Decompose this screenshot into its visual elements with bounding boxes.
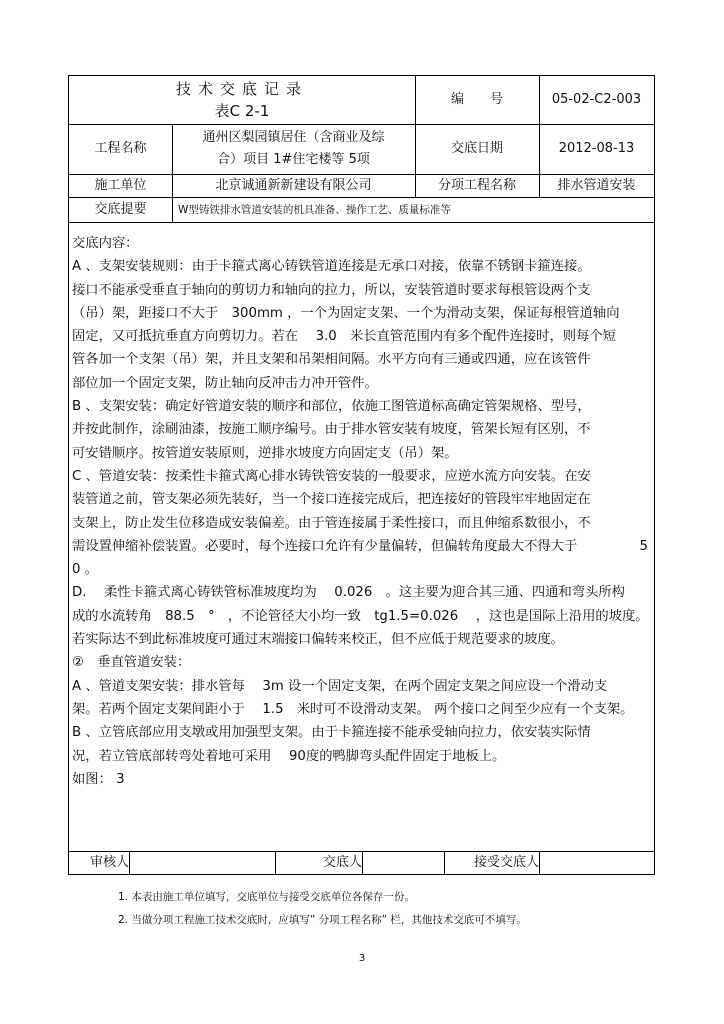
content-line: 可安错顺序。按管道安装原则，逆排水坡度方向固定支（吊）架。 <box>72 445 458 461</box>
content-line: ② 垂直管道安装： <box>72 655 191 671</box>
number-value: 05-02-C2-003 <box>551 92 642 107</box>
form-title-main: 技术交底记录 <box>175 80 308 98</box>
footnote: 2. 当做分项工程施工技术交底时，应填写” 分项工程名称” 栏，其他技术交底可不填写。 <box>118 914 527 926</box>
project-name-line1: 通州区梨园镇居住（含商业及综 <box>202 130 385 145</box>
reviewer-label: 审核人 <box>89 854 129 870</box>
summary-label: 交底提要 <box>94 201 147 217</box>
content-line: 部位加一个固定支架，防止轴向反冲击力冲开管件。 <box>72 375 378 391</box>
col-divider <box>539 851 540 874</box>
page-number: 3 <box>358 953 366 964</box>
disclosure-date-value: 2012-08-13 <box>558 141 635 156</box>
content-line: 0 。 <box>72 562 98 578</box>
content-line: 支架上，防止发生位移造成安装偏差。由于管连接属于柔性接口，而且伸缩系数很小，不 <box>72 515 591 531</box>
col-divider <box>362 851 363 874</box>
project-name-label: 工程名称 <box>94 141 147 156</box>
content-line: 固定，又可抵抗垂直方向剪切力。若在 3.0 米长直管范围内有多个配件连接时，则每个短 <box>72 329 616 345</box>
construction-unit-label: 施工单位 <box>94 177 147 193</box>
construction-unit-value: 北京诚通新新建设有限公司 <box>215 177 372 193</box>
receiver-label: 接受交底人 <box>473 854 539 870</box>
content-line: 管各加一个支架（吊）架，并且支架和吊架相间隔。水平方向有三通或四通，应在该管件 <box>72 352 591 368</box>
content-line: 成的水流转角 88.5 ° ，不论管径大小均一致 tg1.5=0.026 ，这也是国际上沿用的坡度。 <box>72 608 649 624</box>
content-line: A 、支架安装规则：由于卡箍式离心铸铁管道连接是无承口对接，依靠不锈钢卡箍连接。 <box>72 259 591 275</box>
content-line <box>72 535 648 558</box>
col-divider <box>129 851 130 874</box>
content-line-text: 需设置伸缩补偿装置。必要时，每个连接口允许有少量偏转，但偏转角度最大不得大于 <box>72 538 578 554</box>
content-line: 并按此制作，涂刷油漆，按施工顺序编号。由于排水管安装有坡度，管架长短有区别，不 <box>72 422 591 438</box>
content-line: 架。若两个固定支架间距小于 1.5 米时可不设滑动支架。 两个接口之间至少应有一个支架。 <box>72 701 634 717</box>
summary-value: W型铸铁排水管道安装的机具准备、操作工艺、质量标准等 <box>178 203 451 216</box>
content-line: B 、立管底部应用支墩或用加强型支架。由于卡箍连接不能承受轴向拉力，依安装实际情 <box>72 725 591 741</box>
content-line: D. 柔性卡箍式离心铸铁管标准坡度均为 0.026 。这主要为迎合其三通、四通和弯头所构 <box>72 585 625 601</box>
content-line-value: 5 <box>639 538 648 554</box>
sub-project-label: 分项工程名称 <box>437 177 516 193</box>
project-name-line2: 合）项目 1#住宅楼等 5项 <box>217 152 370 167</box>
content-line: C 、管道安装：按柔性卡箍式离心排水铸铁管安装的一般要求，应逆水流方向安装。在安 <box>72 468 591 484</box>
disclosure-date-label: 交底日期 <box>450 141 503 156</box>
sub-project-value: 排水管道安装 <box>557 177 636 193</box>
footnotes <box>118 886 527 932</box>
content-line: 交底内容： <box>72 236 139 251</box>
footnote: 1. 本表由施工单位填写，交底单位与接受交底单位各保存一份。 <box>118 891 415 903</box>
discloser-label: 交底人 <box>322 854 362 870</box>
form-title <box>69 76 415 124</box>
content-line: 若实际达不到此标准坡度可通过末端接口偏转来校正，但不应低于规范要求的坡度。 <box>72 632 564 648</box>
project-name-value <box>172 124 415 174</box>
content-line: 装管道之前，管支架必须先装好，当一个接口连接完成后，把连接好的管段牢牢地固定在 <box>72 492 591 508</box>
content-line: 接口不能承受垂直于轴向的剪切力和轴向的拉力，所以，安装管道时要求每根管设两个支 <box>72 282 591 298</box>
content-line: B 、支架安装：确定好管道安装的顺序和部位，依施工图管道标高确定管架规格、型号， <box>72 399 591 415</box>
form-code: 表C 2-1 <box>214 102 270 120</box>
content-line: （吊）架，距接口不大于 300mm ，一个为固定支架、一个为滑动支架，保证每根管道轴向 <box>72 305 620 321</box>
disclosure-content <box>72 232 648 791</box>
content-line: 如图： 3 <box>72 771 125 787</box>
content-line: A 、管道支架安装：排水管每 3m 设一个固定支架，在两个固定支架之间应设一个滑动支 <box>72 678 608 694</box>
number-label: 编 号 <box>450 92 503 107</box>
content-line: 况，若立管底部转弯处着地可采用 90度的鸭脚弯头配件固定于地板上。 <box>72 748 506 764</box>
row-divider <box>69 222 654 223</box>
